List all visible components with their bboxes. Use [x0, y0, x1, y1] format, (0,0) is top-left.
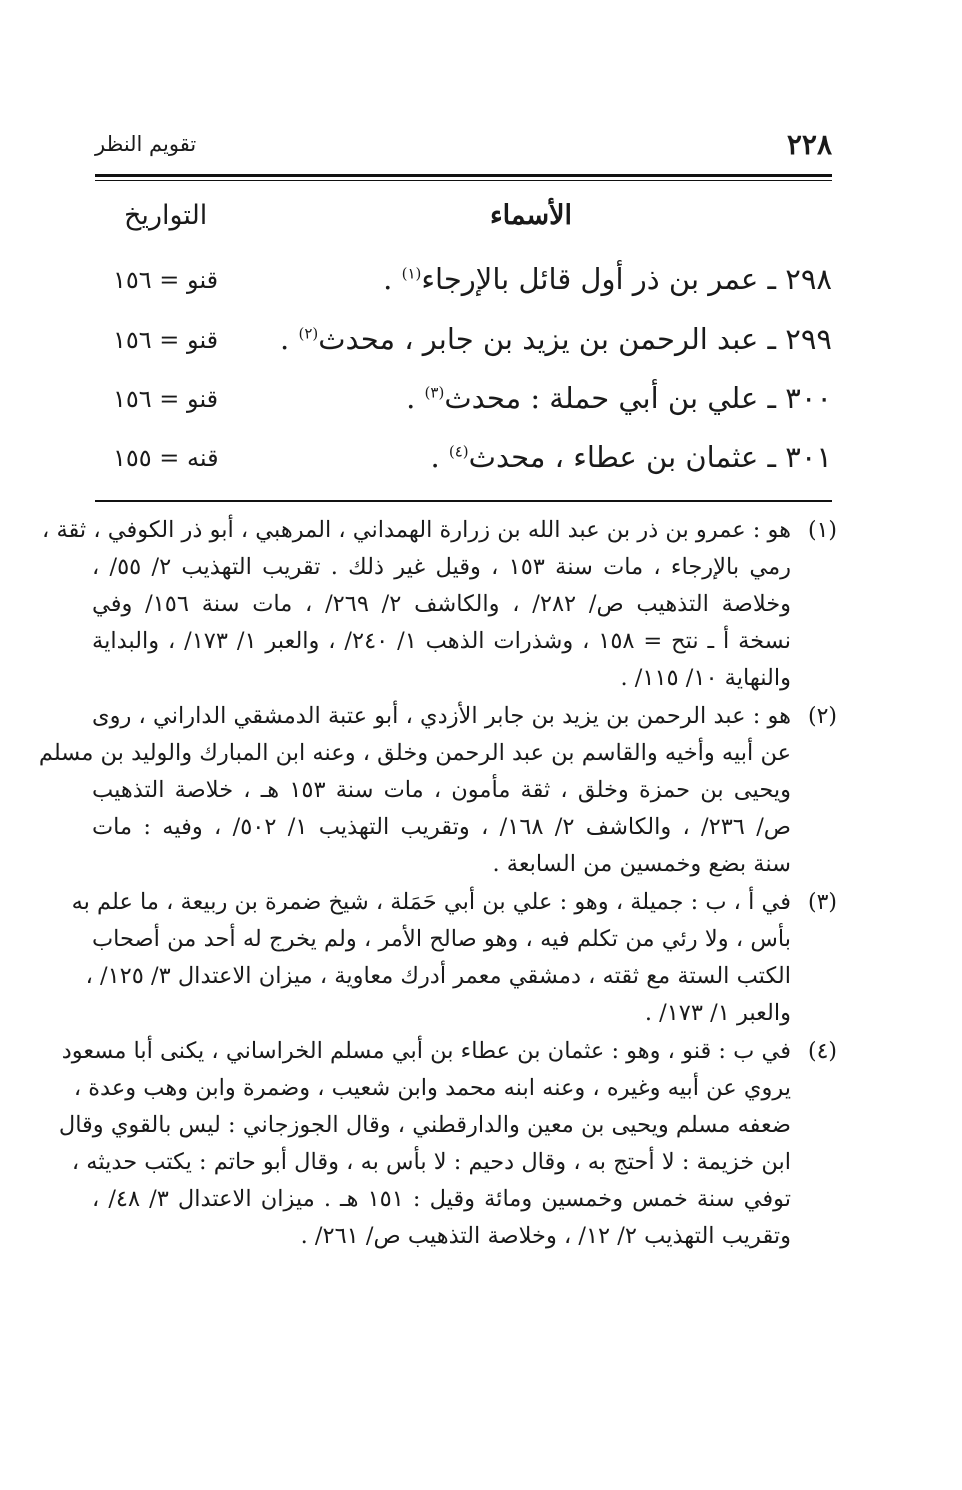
- entry-row: [95, 322, 832, 370]
- names-column-heading: الأسماء: [489, 200, 572, 231]
- footnote-line: والعبر ١/ ١٧٣/ .: [644, 1000, 791, 1026]
- entry-name: ٢٩٩ ـ عبد الرحمن بن يزيد بن جابر ، محدث$^{(٢)}$ .: [280, 322, 832, 356]
- entry-date: قنه = ١٥٥: [113, 444, 219, 472]
- footnote-line: في ب : قنو ، وهو : عثمان بن عطاء بن أبي مسلم الخراساني ، يكنى أبا مسعود: [61, 1038, 791, 1064]
- footnote-line: وتقريب التهذيب ٢/ ١٢/ ، وخلاصة التذهيب ص/ ٢٦١/ .: [300, 1223, 791, 1249]
- footnote-ref: (٢): [298, 324, 319, 343]
- entry-date: قنو = ١٥٦: [113, 385, 219, 413]
- entry-row: [95, 262, 832, 310]
- footnote-line: ضعفه مسلم ويحيى بن معين والدارقطني ، وقال الجوزجاني : ليس بالقوي وقال: [58, 1112, 791, 1138]
- footnote: [38, 698, 837, 883]
- footnote-number: (١): [807, 518, 837, 543]
- footnote-line: نسخة أ ـ نتح = ١٥٨ ، وشذرات الذهب ١/ ٢٤٠/ ، والعبر ١/ ١٧٣/ ، والبداية: [92, 628, 792, 654]
- footnote-ref: (١): [401, 264, 422, 283]
- footnote-line: ابن خزيمة : لا أحتج به ، وقال دحيم : لا بأس به ، وقال أبو حاتم : يكتب حديثه ،: [71, 1149, 791, 1175]
- footnote-separator: [95, 500, 832, 502]
- entry-name: ٣٠٠ ـ علي بن أبي حملة : محدث$^{(٣)}$ .: [406, 381, 832, 415]
- entry-row: [95, 381, 832, 429]
- footnote-line: يروي عن أبيه وغيره ، وعنه ابنه محمد وابن شعيب ، وضمرة وابن وهب وعدة ،: [73, 1075, 791, 1101]
- footnote-line: عن أبيه وأخيه والقاسم بن عبد الرحمن وخلق ، وعنه ابن المبارك والوليد بن مسلم: [38, 740, 791, 766]
- entry-name: ٢٩٨ ـ عمر بن ذر أول قائل بالإرجاء$^{(١)}$ .: [383, 262, 832, 296]
- footnote-line: وخلاصة التذهيب ص/ ٢٨٢/ ، والكاشف ٢/ ٢٦٩/ ، مات سنة ١٥٦/ وفي: [92, 591, 792, 617]
- footnote-number: (٢): [807, 704, 837, 729]
- header-rule: [95, 174, 832, 177]
- footnote-line: هو : عمرو بن ذر بن عبد الله بن زرارة الهمداني ، المرهبي ، أبو ذر الكوفي ، ثقة ،: [42, 517, 791, 543]
- footnote: [58, 1033, 837, 1255]
- entry-date: قنو = ١٥٦: [113, 326, 219, 354]
- footnote-number: (٣): [807, 890, 837, 915]
- footnote-ref: (٣): [424, 383, 445, 402]
- entry-date: قنو = ١٥٦: [113, 266, 219, 294]
- footnote-line: الكتب الستة مع ثقته ، دمشقي معمر أدرك معاوية ، ميزان الاعتدال ٣/ ١٢٥/ ،: [85, 963, 791, 989]
- footnote-line: توفي سنة خمس وخمسين ومائة وقيل : ١٥١ هـ . ميزان الاعتدال ٣/ ٤٨/ ،: [92, 1186, 792, 1212]
- running-title: تقويم النظر: [95, 132, 197, 156]
- header-rule-thin: [95, 180, 832, 181]
- footnote-line: في أ ، ب : جميلة ، وهو : علي بن أبي حَمَلة ، شيخ ضمرة بن ربيعة ، ما علم به: [71, 889, 791, 915]
- page-header: [95, 128, 832, 164]
- footnote-line: والنهاية ١٠/ ١١٥/ .: [620, 665, 791, 691]
- entry-name: ٣٠١ ـ عثمان بن عطاء ، محدث$^{(٤)}$ .: [430, 440, 832, 474]
- footnote-line: رمي بالإرجاء ، مات سنة ١٥٣ ، وقيل غير ذلك . تقريب التهذيب ٢/ ٥٥/ ،: [92, 554, 791, 580]
- footnotes: [38, 512, 837, 1256]
- entry-row: [95, 440, 832, 488]
- page-number: ٢٢٨: [786, 128, 832, 161]
- footnote-line: بأس ، ولا رئي من تكلم فيه ، وهو صالح الأمر ، ولم يخرج له أحد من أصحاب: [92, 926, 791, 952]
- footnote-number: (٤): [807, 1039, 837, 1064]
- dates-column-heading: التواريخ: [124, 200, 208, 231]
- footnote-ref: (٤): [448, 442, 469, 461]
- footnote-line: هو : عبد الرحمن بن يزيد بن جابر الأزدي ، أبو عتبة الدمشقي الداراني ، روى: [92, 703, 791, 729]
- footnote-line: ص/ ٢٣٦/ ، والكاشف ٢/ ١٦٨/ ، وتقريب التهذيب ١/ ٥٠٢/ ، وفيه : مات: [92, 814, 791, 840]
- footnote-line: سنة بضع وخمسين من السابعة .: [492, 851, 791, 877]
- footnote: [71, 884, 837, 1032]
- footnote-line: ويحيى بن حمزة وخلق ، ثقة مأمون ، مات سنة ١٥٣ هـ ، خلاصة التذهيب: [92, 777, 791, 803]
- footnote: [42, 512, 837, 697]
